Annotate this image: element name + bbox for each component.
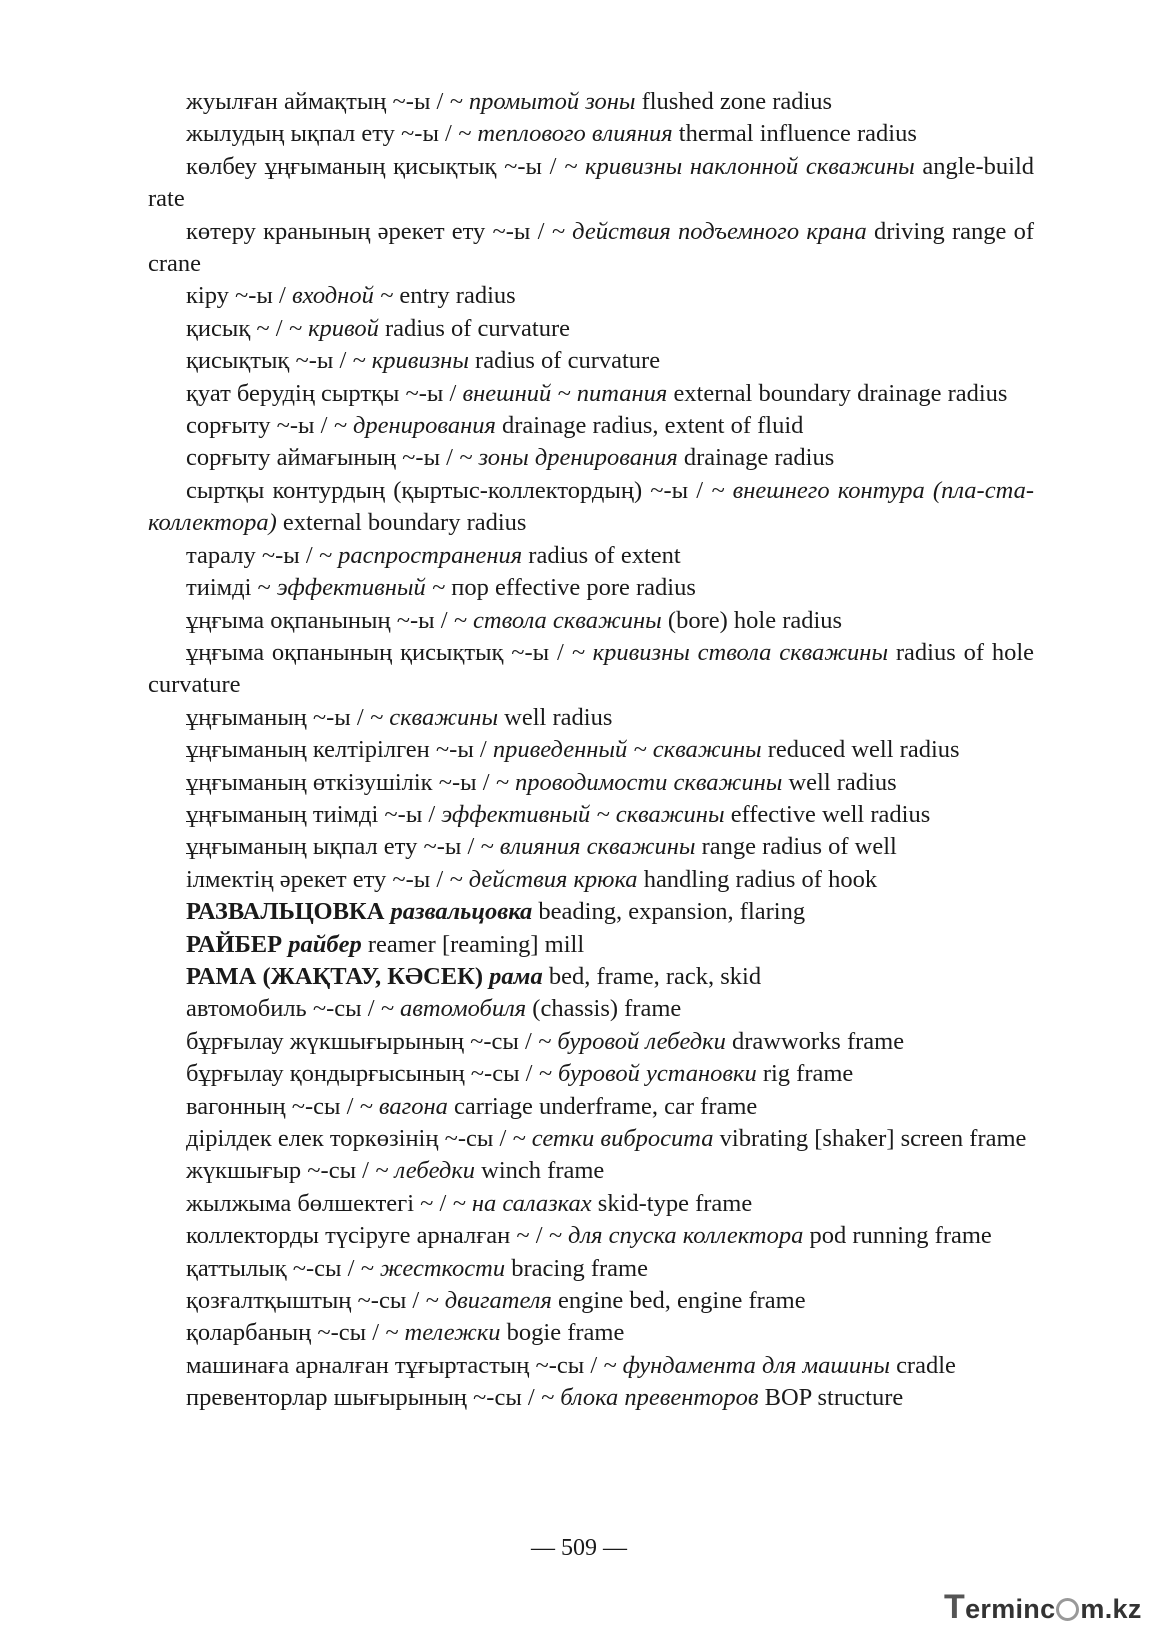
entry: бұрғылау жүкшығырының ~-сы / ~ буровой лебедки drawworks frame [186, 1027, 905, 1055]
entry: превенторлар шығырының ~-сы / ~ блока превенторов BOP structure [186, 1384, 904, 1412]
headword: РАМА (ЖАҚТАУ, КӘСЕК) [186, 962, 484, 990]
entry: автомобиль ~-сы / ~ автомобиля (chassis) frame [186, 995, 682, 1023]
entry: жүкшығыр ~-сы / ~ лебедки winch frame [186, 1157, 605, 1185]
entry: жылудың ықпал ету ~-ы / ~ теплового влияния thermal influence radius [186, 120, 917, 148]
headword-entry: РАЗВАЛЬЦОВКА развальцовка beading, expansion, flaring [186, 898, 806, 926]
entry: сорғыту ~-ы / ~ дренирования drainage radius, extent of fluid [186, 412, 804, 440]
entry: тиімді ~ эффективный ~ пор effective pore radius [186, 574, 696, 602]
headword-entry: РАЙБЕР райбер reamer [reaming] mill [186, 930, 585, 958]
entry: қуат берудің сыртқы ~-ы / внешний ~ питания external boundary drainage radius [186, 379, 1008, 407]
entry: ұңғыма оқпанының қисықтық ~-ы / ~ кривизны ствола скважины radius of hole curvature [148, 638, 1034, 699]
entry: вагонның ~-сы / ~ вагона carriage underframe, car frame [186, 1092, 758, 1120]
entry: ұңғыманың ықпал ету ~-ы / ~ влияния скважины range radius of well [186, 833, 897, 861]
site-watermark[interactable]: Terminc m.kz [944, 1588, 1142, 1626]
entry: ұңғыманың ~-ы / ~ скважины well radius [186, 703, 613, 731]
dictionary-column [148, 86, 1034, 1415]
entry: ұңғыма оқпанының ~-ы / ~ ствола скважины (bore) hole radius [186, 606, 843, 634]
entry: қисықтық ~-ы / ~ кривизны radius of curvature [186, 347, 661, 375]
page-number: — 509 — [531, 1535, 627, 1561]
entry: сыртқы контурдың (қыртыс-коллектордың) ~-ы / ~ внешнего контура (пла-ста-коллектора) external boundary radius [148, 476, 1034, 537]
entry: ілмектің әрекет ету ~-ы / ~ действия крюка handling radius of hook [186, 865, 878, 893]
entry: бұрғылау қондырғысының ~-сы / ~ буровой установки rig frame [186, 1060, 854, 1088]
headword-entry: РАМА (ЖАҚТАУ, КӘСЕК) рама bed, frame, rack, skid [186, 962, 762, 990]
entry: сорғыту аймағының ~-ы / ~ зоны дренирования drainage radius [186, 444, 835, 472]
entry: қозғалтқыштың ~-сы / ~ двигателя engine bed, engine frame [186, 1287, 806, 1315]
headword: РАЗВАЛЬЦОВКА [186, 898, 385, 926]
entry: ұңғыманың тиімді ~-ы / эффективный ~ скважины effective well radius [186, 800, 931, 828]
entry: қоларбаның ~-сы / ~ тележки bogie frame [186, 1319, 625, 1347]
entry: кіру ~-ы / входной ~ entry radius [186, 282, 516, 310]
entry: жылжыма бөлшектегі ~ / ~ на салазках skid-type frame [186, 1189, 753, 1217]
entry: машинаға арналған тұғыртастың ~-сы / ~ фундамента для машины cradle [186, 1351, 956, 1379]
watermark-o-icon [1056, 1598, 1079, 1621]
entry: көлбеу ұңғыманың қисықтық ~-ы / ~ кривизны наклонной скважины angle-build rate [148, 152, 1035, 213]
entry: көтеру кранының әрекет ету ~-ы / ~ действия подъемного крана driving range of crane [148, 217, 1035, 278]
entry: ұңғыманың келтірілген ~-ы / приведенный ~ скважины reduced well radius [186, 736, 960, 764]
entry: коллекторды түсіруге арналған ~ / ~ для спуска коллектора pod running frame [186, 1222, 992, 1250]
entry: таралу ~-ы / ~ распространения radius of extent [186, 541, 681, 569]
entry: қаттылық ~-сы / ~ жесткости bracing frame [186, 1254, 648, 1282]
entry: дірілдек елек торкөзінің ~-сы / ~ сетки вибросита vibrating [shaker] screen frame [186, 1125, 1027, 1152]
entry: қисық ~ / ~ кривой radius of curvature [186, 314, 571, 342]
entry: ұңғыманың өткізушілік ~-ы / ~ проводимости скважины well radius [186, 768, 897, 796]
headword: РАЙБЕР [186, 930, 283, 958]
watermark-t: T [944, 1588, 966, 1626]
entry: жуылған аймақтың ~-ы / ~ промытой зоны flushed zone radius [186, 88, 833, 115]
